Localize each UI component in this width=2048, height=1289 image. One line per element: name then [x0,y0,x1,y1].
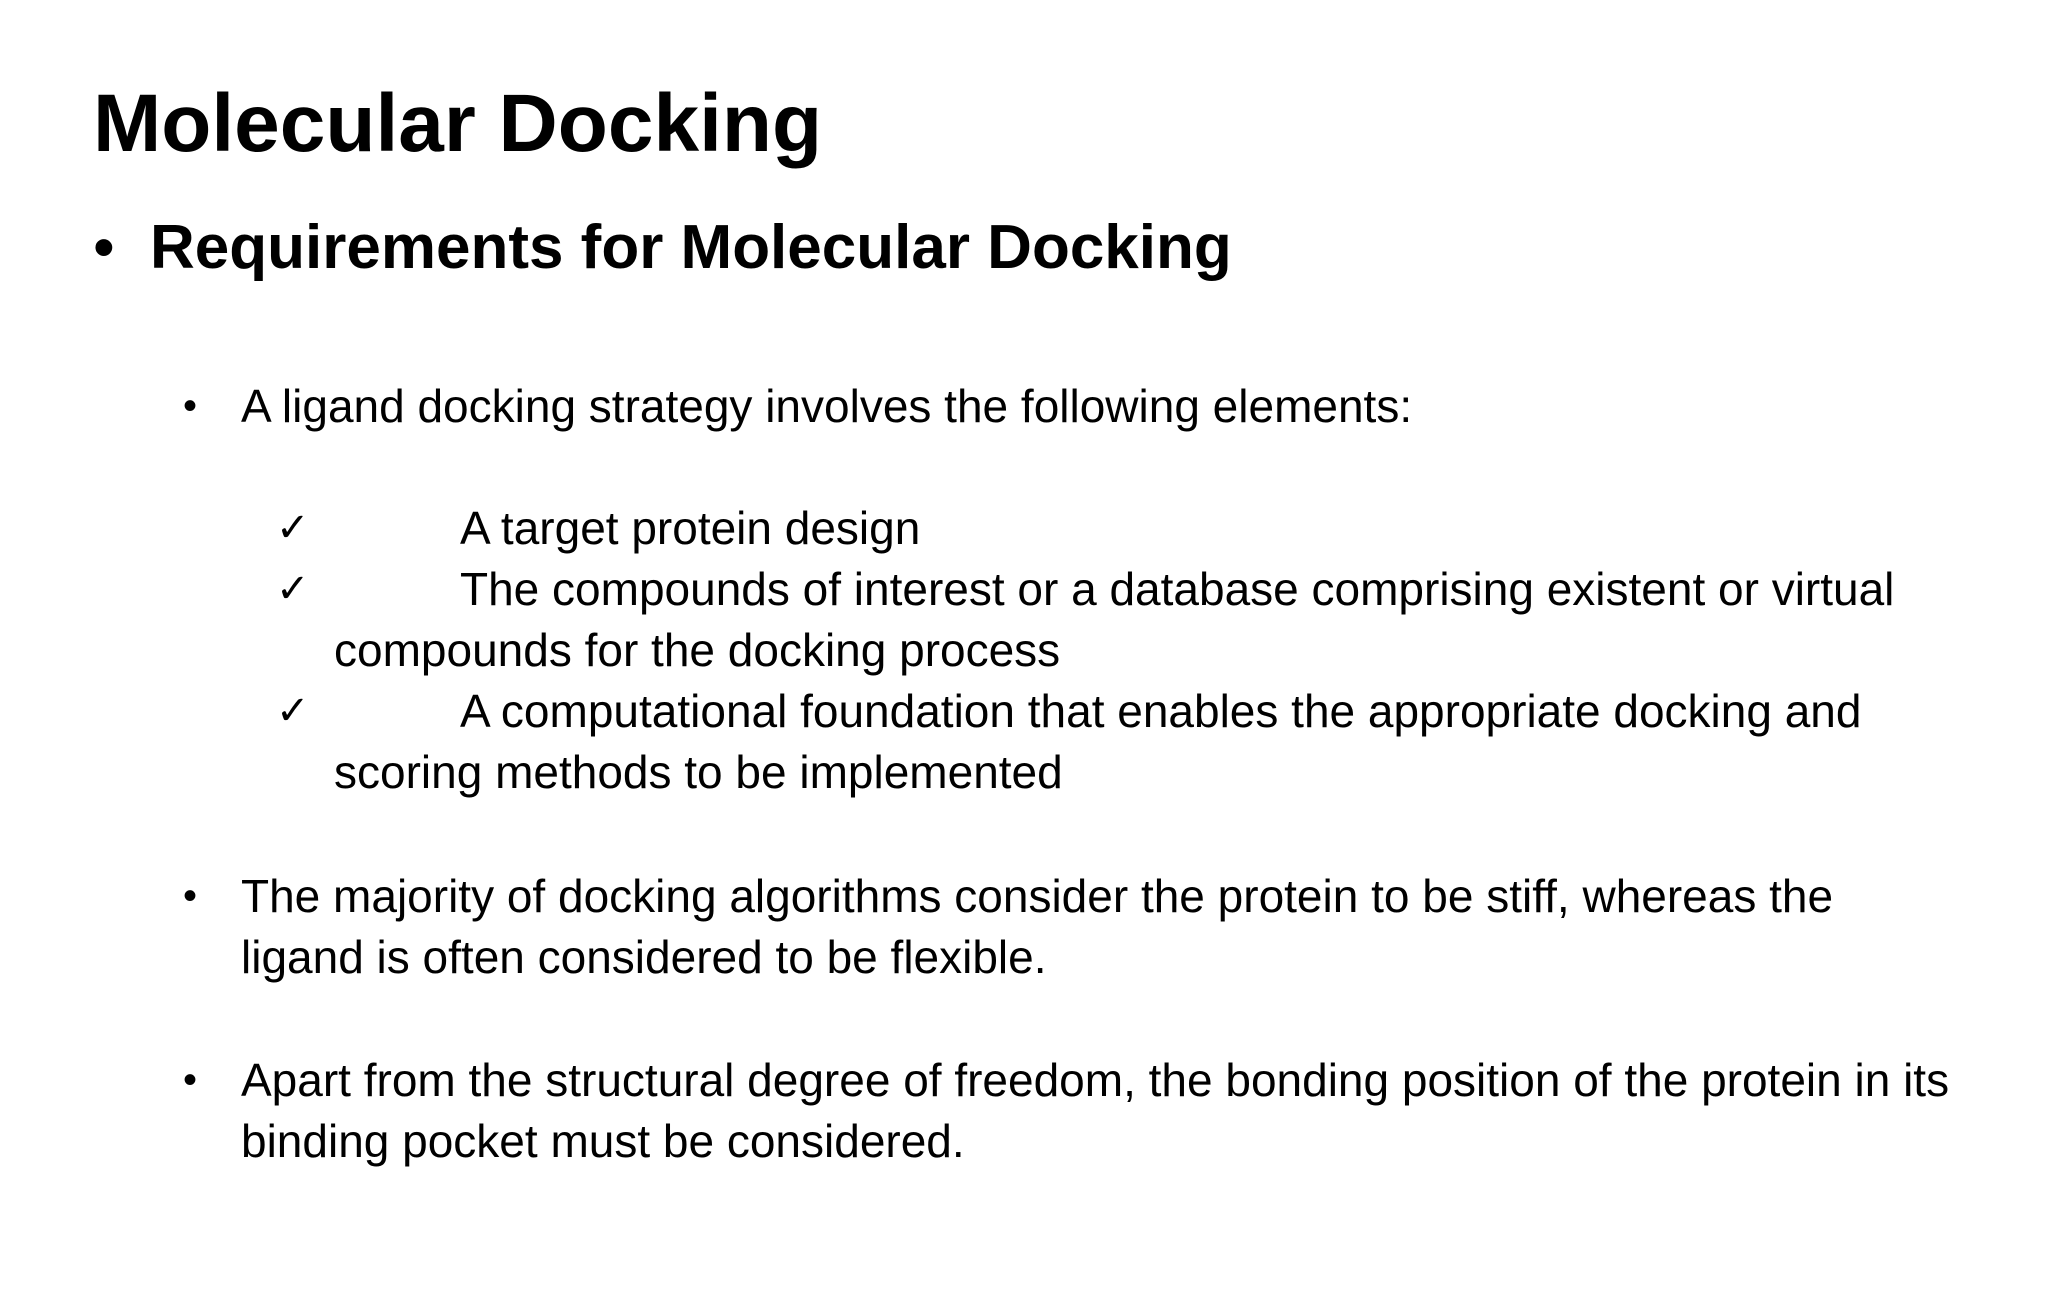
bullet-text: The majority of docking algorithms consider the protein to be stiff, whereas the ligand is often considered to be flexible. [241,870,1834,983]
check-item-text: A computational foundation that enables the appropriate docking and scoring methods to be implemented [334,685,1862,798]
bullet-icon: • [93,213,115,282]
section-heading-text: Requirements for Molecular Docking [150,213,1232,282]
bullet-icon: • [183,1058,198,1102]
check-item-target-protein [276,498,1976,559]
checkmark-icon: ✓ [276,566,310,612]
check-item-compounds [276,559,1976,681]
slide-title: Molecular Docking [93,78,823,169]
bullet-icon: • [183,874,198,918]
checkmark-icon: ✓ [276,688,310,734]
check-item-text: A target protein design [460,502,921,554]
checkmark-icon: ✓ [276,505,310,551]
bullet-text: Apart from the structural degree of freedom, the bonding position of the protein in its binding pocket must be considered. [241,1054,1950,1167]
check-item-text: The compounds of interest or a database comprising existent or virtual compounds for the docking process [334,563,1895,676]
check-list [276,498,1976,803]
bullet-text: A ligand docking strategy involves the following elements: [241,380,1413,432]
section-heading [93,212,1232,284]
bullet-icon: • [183,384,198,428]
check-item-computational-foundation [276,681,1976,803]
